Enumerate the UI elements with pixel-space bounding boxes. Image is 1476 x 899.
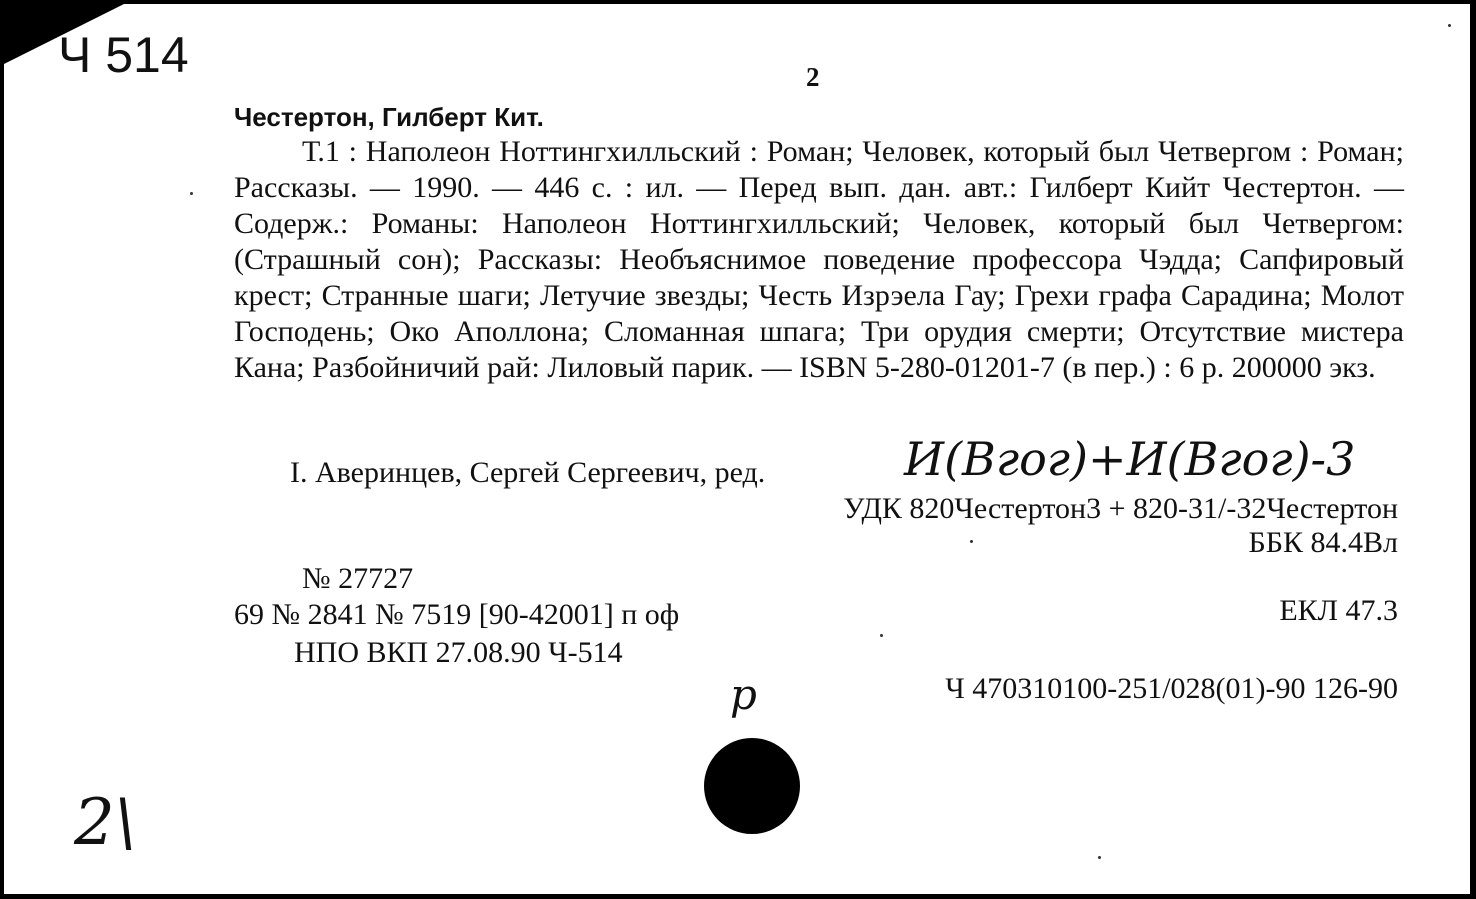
catalog-card [4, 4, 1470, 894]
ekl-index: ЕКЛ 47.3 [1279, 594, 1398, 627]
inventory-line: 69 № 2841 № 7519 [90-42001] п оф [234, 598, 680, 631]
handwritten-note: И(Вгог)+И(Вгог)-3 [904, 432, 1356, 486]
classification-code: Ч 470310100-251/028(01)-90 126-90 [945, 672, 1398, 705]
speck [190, 192, 193, 195]
speck [1098, 856, 1101, 859]
page-number: 2 [806, 62, 820, 92]
speck [1448, 24, 1451, 27]
call-number: Ч 514 [58, 27, 189, 83]
card-punch-hole [704, 738, 800, 834]
handwritten-p: р [730, 670, 757, 719]
speck [880, 634, 883, 637]
speck [970, 540, 973, 543]
handwritten-number: 2\ [74, 786, 137, 860]
bibliographic-description: Т.1 : Наполеон Ноттингхилльский : Роман; Человек, который был Четвергом : Роман; Рассказы. — 1990. — 446 с. : ил. — Перед вып. дан. авт.: Гилберт Кийт Честертон. — Содерж.: Романы: Наполеон Ноттингхилльский; Человек, который был Четвергом: (Страшный сон); Рассказы: Необъяснимое поведение профессора Чэдда; Сапфировый крест; Странные шаги; Летучие звезды; Честь Изрэела Гау; Грехи графа Сарадина; Молот Господень; Око Аполлона; Сломанная шпага; Три орудия смерти; Отсутствие мистера Кана; Разбойничий рай: Лиловый парик. — ISBN 5-280-01201-7 (в пер.) : 6 р. 200000 экз. [234, 135, 1404, 384]
npo-line: НПО ВКП 27.08.90 Ч-514 [294, 636, 623, 669]
udk-index: УДК 820Честертон3 + 820-31/-32Честертон [843, 492, 1398, 525]
inventory-number: № 27727 [302, 562, 414, 595]
bbk-index: ББК 84.4Вл [1248, 526, 1398, 559]
editor-entry: I. Аверинцев, Сергей Сергеевич, ред. [290, 456, 766, 489]
author-heading: Честертон, Гилберт Кит. [234, 102, 544, 132]
